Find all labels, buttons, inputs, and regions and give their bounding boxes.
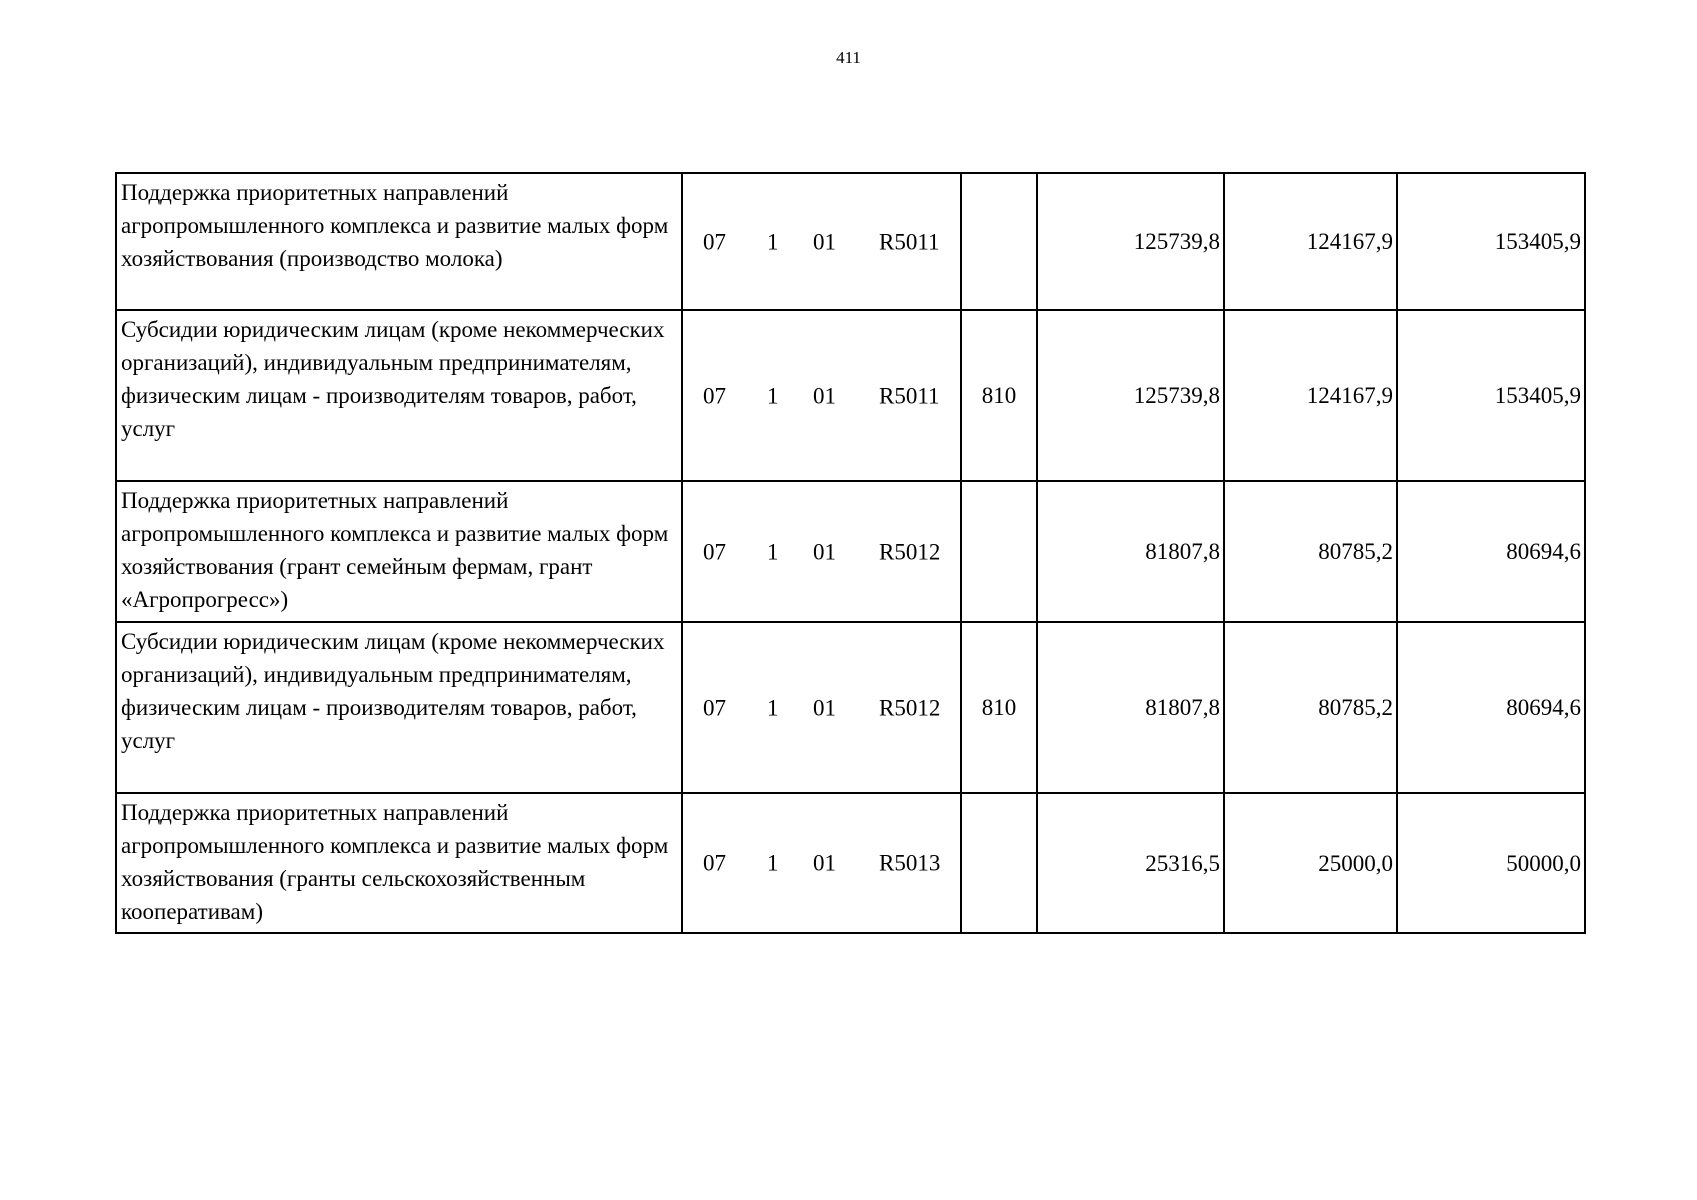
table-row bbox=[116, 793, 1585, 933]
row-name: Поддержка приоритетных направлений агропромышленного комплекса и развитие малых форм хозяйствования (производство молока) bbox=[116, 173, 682, 310]
row-name: Субсидии юридическим лицам (кроме некоммерческих организаций), индивидуальным предпринимателям, физическим лицам - производителям товаров, работ, услуг bbox=[116, 310, 682, 481]
sum-year-2: 25000,0 bbox=[1224, 793, 1397, 933]
subprogram-code: 01 bbox=[813, 695, 836, 720]
sum-year-2: 124167,9 bbox=[1224, 310, 1397, 481]
item-code: R5011 bbox=[879, 383, 940, 408]
section-code: 07 bbox=[703, 850, 726, 876]
table-row bbox=[116, 481, 1585, 622]
classification-code bbox=[682, 481, 961, 622]
classification-code bbox=[682, 173, 961, 310]
sum-year-3: 153405,9 bbox=[1397, 310, 1585, 481]
sum-year-2: 80785,2 bbox=[1224, 481, 1397, 622]
section-code: 07 bbox=[703, 539, 726, 564]
program-code: 1 bbox=[767, 229, 779, 254]
section-code: 07 bbox=[703, 695, 726, 720]
sum-year-1: 125739,8 bbox=[1037, 173, 1224, 310]
program-code: 1 bbox=[767, 539, 779, 564]
sum-year-1: 125739,8 bbox=[1037, 310, 1224, 481]
classification-code bbox=[682, 793, 961, 933]
row-name: Поддержка приоритетных направлений агропромышленного комплекса и развитие малых форм хозяйствования (грант семейным фермам, грант «Агропрогресс») bbox=[116, 481, 682, 622]
row-name: Поддержка приоритетных направлений агропромышленного комплекса и развитие малых форм хозяйствования (гранты сельскохозяйственным кооперативам) bbox=[116, 793, 682, 933]
sum-year-3: 80694,6 bbox=[1397, 622, 1585, 793]
sum-year-3: 50000,0 bbox=[1397, 793, 1585, 933]
section-code: 07 bbox=[703, 383, 726, 408]
sum-year-3: 80694,6 bbox=[1397, 481, 1585, 622]
item-code: R5011 bbox=[879, 229, 940, 254]
sum-year-1: 81807,8 bbox=[1037, 481, 1224, 622]
subprogram-code: 01 bbox=[813, 850, 836, 876]
budget-table bbox=[115, 172, 1586, 934]
sum-year-3: 153405,9 bbox=[1397, 173, 1585, 310]
subprogram-code: 01 bbox=[813, 539, 836, 564]
row-name: Субсидии юридическим лицам (кроме некоммерческих организаций), индивидуальным предпринимателям, физическим лицам - производителям товаров, работ, услуг bbox=[116, 622, 682, 793]
table-row bbox=[116, 622, 1585, 793]
program-code: 1 bbox=[767, 850, 779, 876]
expense-type-code: 810 bbox=[961, 622, 1037, 793]
page-number: 411 bbox=[836, 48, 861, 67]
item-code: R5012 bbox=[879, 539, 941, 564]
item-code: R5013 bbox=[879, 850, 941, 876]
classification-code bbox=[682, 310, 961, 481]
table-row bbox=[116, 173, 1585, 310]
table-row bbox=[116, 310, 1585, 481]
subprogram-code: 01 bbox=[813, 383, 836, 408]
sum-year-1: 81807,8 bbox=[1037, 622, 1224, 793]
subprogram-code: 01 bbox=[813, 229, 836, 254]
program-code: 1 bbox=[767, 695, 779, 720]
classification-code bbox=[682, 622, 961, 793]
expense-type-code bbox=[961, 173, 1037, 310]
sum-year-1: 25316,5 bbox=[1037, 793, 1224, 933]
expense-type-code: 810 bbox=[961, 310, 1037, 481]
sum-year-2: 80785,2 bbox=[1224, 622, 1397, 793]
expense-type-code bbox=[961, 481, 1037, 622]
sum-year-2: 124167,9 bbox=[1224, 173, 1397, 310]
item-code: R5012 bbox=[879, 695, 941, 720]
program-code: 1 bbox=[767, 383, 779, 408]
section-code: 07 bbox=[703, 229, 726, 254]
expense-type-code bbox=[961, 793, 1037, 933]
